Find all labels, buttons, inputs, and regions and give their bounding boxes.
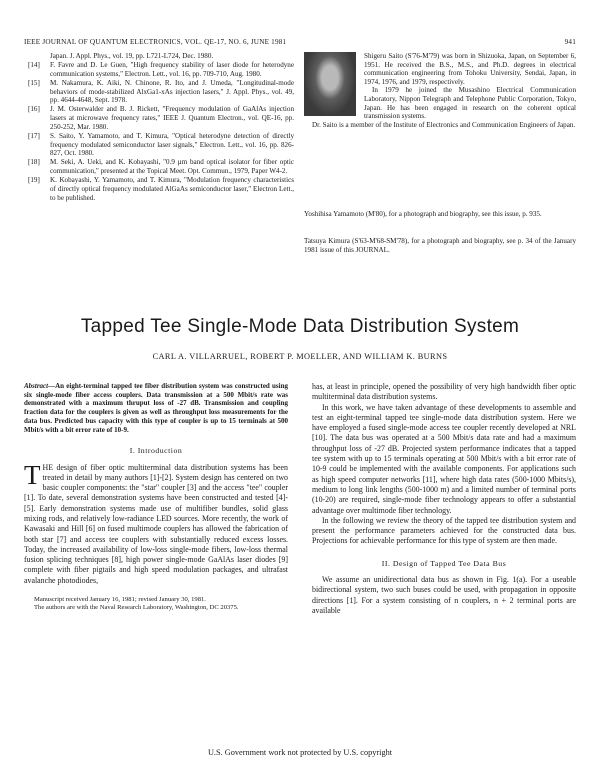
right-column	[312, 382, 576, 616]
body-paragraph: has, at least in principle, opened the possibility of very high bandwidth fiber optic multiterminal data distribution systems.	[312, 382, 576, 402]
abstract-label: Abstract	[24, 382, 49, 390]
paper-authors: CARL A. VILLARRUEL, ROBERT P. MOELLER, AND WILLIAM K. BURNS	[152, 352, 448, 361]
footnote	[24, 596, 288, 612]
running-header	[24, 38, 576, 46]
footnote-affiliation: The authors are with the Naval Research Laboratory, Washington, DC 20375.	[34, 604, 239, 612]
copyright-footer: U.S. Government work not protected by U.S. copyright	[207, 748, 393, 757]
reference-item: [18] M. Seki, A. Ueki, and K. Kobayashi, "0.9 µm band optical isolator for fiber optic communication," presented at the Topical Meet. Opt. Commun., 1979, Paper W4-2.	[28, 158, 294, 176]
body-paragraph: We assume an unidirectional data bus as shown in Fig. 1(a). For a useable bidirectional system, two such buses could be used, with propagation in opposite directions [1]. For a system consisting of n couplers, n + 2 terminal ports are available	[312, 575, 576, 615]
drop-cap: T	[24, 459, 41, 490]
body-paragraph: In this work, we have taken advantage of these developments to assemble and test an eight-terminal tapped tee single-mode data distribution system. Here we have employed a fused single-mode access tee coupler recently developed at NRL [10]. The data bus was operated at a 500 Mbit/s data rate and had a maximum throughput loss of -27 dB. Projected system performance indicates that a tapped tee system with up to 15 terminals operating at 500 Mbit/s with a bit error rate of 10-9 could be implemented with the available components. For applications such as high speed computer networks [11], where high data rates (500-1000 Mbits/s), medium to long link lengths (500-1000 m) and a limited number of terminal ports (10-20) are required, single-mode fiber technology appears to offer a substantial advantage over multimode fiber technology.	[312, 402, 576, 515]
reference-list	[24, 52, 294, 203]
intro-text: HE design of fiber optic multiterminal data distribution systems has been treated in detail by many authors [1]-[2]. System design has centered on two basic coupler components: the "star" coupler [3] and the access "tee" coupler [1]. To date, several demonstration systems have been constructed and tested [4]-[5]. Early demonstration systems made use of multifiber bundles, solid glass mixing rods, and relatively low-radiance LED sources. More recently, the work of Kawasaki and Hill [6] on fused multimode couplers has allowed the fabrication of both star [7] and access tee couplers with substantially reduced excess losses. Today, the increased availability of low-loss single-mode fibers, low-loss thermal fusion splicing techniques [8], high power single-mode GaAlAs laser diodes [9] complete with fiber pigtails and high speed modulation packages, and ultrafast avalanche photodiodes,	[24, 462, 288, 585]
abstract	[24, 382, 288, 434]
page-number: 941	[564, 38, 576, 46]
bio-yamamoto: Yoshihisa Yamamoto (M'80), for a photograph and biography, see this issue, p. 935.	[304, 210, 542, 218]
bio-kimura: Tatsuya Kimura (S'63-M'68-SM'78), for a photograph and biography, see p. 34 of the January 1981 issue of this JOURNAL.	[304, 237, 576, 254]
body-paragraph: In the following we review the theory of the tapped tee distribution system and present the performance parameters achieved for the constructed data bus. Projections for achievable performance for this type of system are then made.	[312, 515, 576, 546]
reference-item: [15] M. Nakamura, K. Aiki, N. Chinone, R. Ito, and J. Umeda, "Longitudinal-mode behaviors of mode-stabilized AlxGa1-xAs injection lasers," J. Appl. Phys., vol. 49, pp. 4644-4648, Sept. 1978.	[28, 78, 294, 105]
reference-item: [19] K. Kobayashi, Y. Yamamoto, and T. Kimura, "Modulation frequency characteristics of directly optical frequency modulated AlGaAs semiconductor laser," Electron Lett., to be published.	[28, 176, 294, 202]
reference-item: [14] F. Favre and D. Le Guen, "High frequency stability of laser diode for heterodyne communication systems," Electron. Lett., vol. 16, pp. 709-710, Aug. 1980.	[28, 61, 294, 78]
left-column	[24, 382, 288, 612]
journal-header: IEEE JOURNAL OF QUANTUM ELECTRONICS, VOL. QE-17, NO. 6, JUNE 1981	[24, 38, 287, 46]
section-heading-introduction: I. Introduction	[129, 446, 183, 456]
bio-saito-p1: Shigeru Saito (S'76-M'79) was born in Shizuoka, Japan, on September 6, 1951. He received the B.S., M.S., and Ph.D. degrees in electrical communication engineering from Tohoku University, Sendai, Japan, in 1974, 1976, and 1979, respectively.	[364, 52, 576, 86]
intro-paragraph	[24, 459, 288, 587]
paper-title: Tapped Tee Single-Mode Data Distribution System	[80, 316, 520, 337]
abstract-text: —An eight-terminal tapped tee fiber distribution system was constructed using six single-mode fiber access couplers. Data transmission at a 500 Mbit/s rate was demonstrated with a maximum thruput loss of -27 dB. Transmission and coupling fraction data for the couplers is given as well as throughput loss measurements for the data bus. Predicted bus capacity with this type of coupler is up to 15 terminals at 500 Mbit/s with a bit error rate of 10-9.	[24, 382, 288, 434]
bio-saito-p2: In 1979 he joined the Musashino Electrical Communication Laboratory, Nippon Telegraph and Telephone Public Corporation, Tokyo, Japan. He has been engaged in research on the coherent optical transmission systems.	[364, 86, 576, 121]
footnote-received: Manuscript received January 16, 1981; revised January 30, 1981.	[34, 596, 206, 604]
reference-item: [16] J. M. Osterwalder and B. J. Rickett, "Frequency modulation of GaAlAs injection lasers at microwave frequency rates," IEEE J. Quantum Electron., vol. QE-16, pp. 250-252, Mar. 1980.	[28, 105, 294, 131]
bio-saito-p3: Dr. Saito is a member of the Institute of Electronics and Communication Engineers of Japan.	[312, 120, 576, 129]
section-heading-design: II. Design of Tapped Tee Data Bus	[381, 558, 507, 568]
author-biography	[304, 52, 576, 129]
reference-item: Japan. J. Appl. Phys., vol. 19, pp. L721-L724, Dec. 1980.	[50, 52, 214, 60]
reference-item: [17] S. Saito, Y. Yamamoto, and T. Kimura, "Optical heterodyne detection of directly frequency modulated semiconductor laser signals," Electron. Lett., vol. 16, pp. 826-827, Oct. 1980.	[28, 131, 294, 158]
